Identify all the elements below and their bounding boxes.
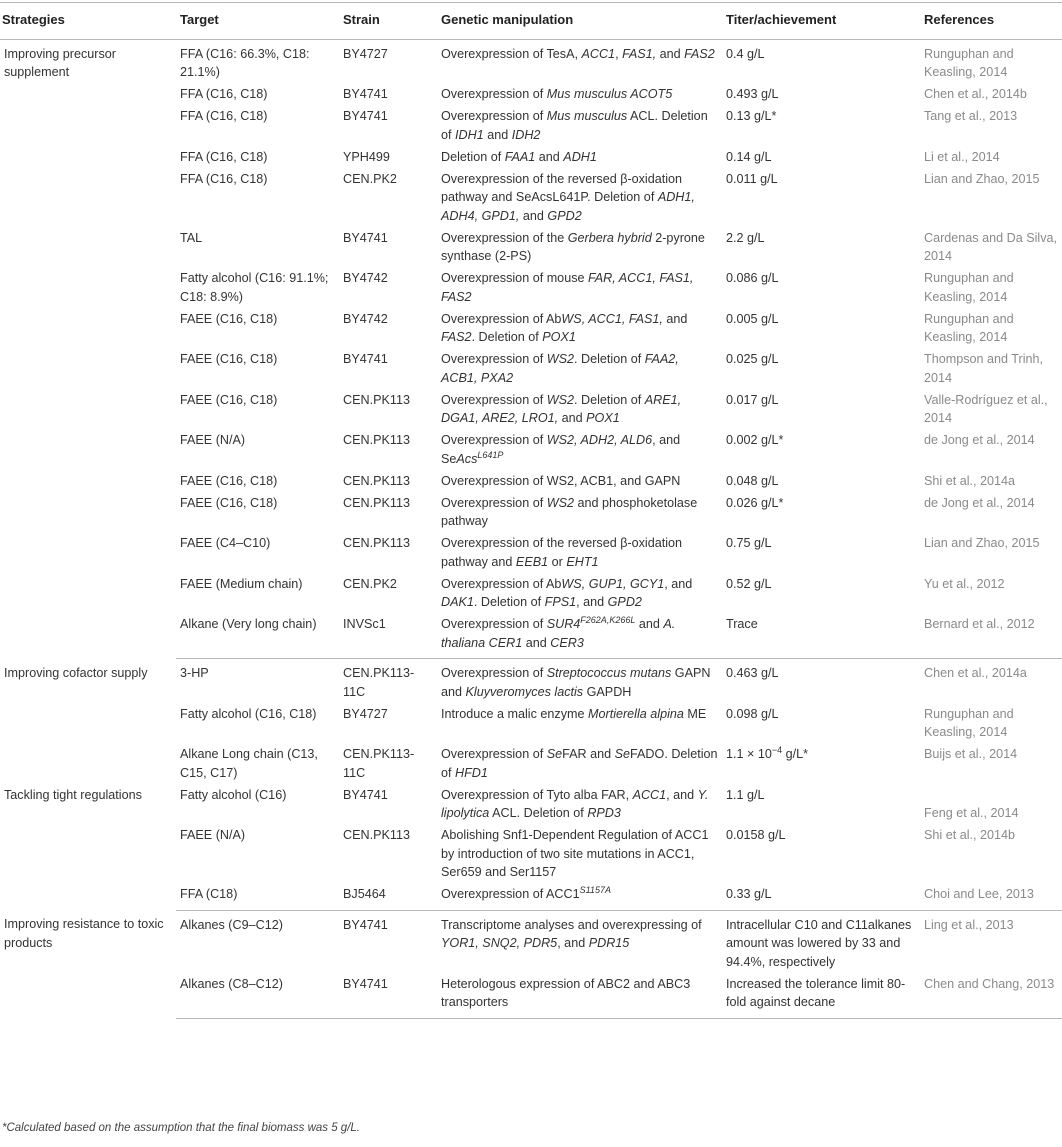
strategy-cell: Tackling tight regulations bbox=[4, 787, 142, 802]
strain-cell: CEN.PK113-11C bbox=[343, 747, 415, 780]
reference-cell: Lian and Zhao, 2015 bbox=[924, 171, 1040, 186]
titer-cell: 0.75 g/L bbox=[726, 536, 772, 550]
table-footnote: *Calculated based on the assumption that the final biomass was 5 g/L. bbox=[2, 1122, 360, 1134]
target-cell: FFA (C16, C18) bbox=[180, 149, 268, 164]
reference-cell: Lian and Zhao, 2015 bbox=[924, 536, 1040, 550]
strain-cell: BY4741 bbox=[343, 230, 388, 245]
strain-cell: BY4727 bbox=[343, 46, 388, 61]
strain-cell: BY4741 bbox=[343, 87, 388, 101]
target-cell: Alkane Long chain (C13, C15, C17) bbox=[180, 747, 318, 780]
titer-cell: 0.005 g/L bbox=[726, 311, 779, 326]
manipulation-cell: Overexpression of Tyto alba FAR, ACC1, and Y. lipolytica ACL. Deletion of RPD3 bbox=[441, 787, 709, 820]
reference-cell: Buijs et al., 2014 bbox=[924, 747, 1018, 761]
reference-cell: Runguphan and Keasling, 2014 bbox=[924, 706, 1014, 739]
table-row bbox=[0, 910, 1062, 973]
target-cell: FAEE (C16, C18) bbox=[180, 311, 278, 326]
strain-cell: CEN.PK2 bbox=[343, 171, 397, 186]
target-cell: FAEE (C4–C10) bbox=[180, 536, 271, 550]
titer-cell: $1.1 \times 10^{-4}$ g/L* bbox=[726, 744, 809, 761]
strain-cell: CEN.PK2 bbox=[343, 576, 397, 591]
manipulation-cell: Overexpression of WS2 and phosphoketolase pathway bbox=[441, 495, 698, 528]
reference-cell: Valle-Rodríguez et al., 2014 bbox=[924, 392, 1048, 425]
titer-cell: 0.33 g/L bbox=[722, 883, 920, 910]
strain-cell: CEN.PK113-11C bbox=[343, 666, 415, 699]
target-cell: Alkanes (C8–C12) bbox=[176, 973, 339, 1019]
titer-cell: 0.098 g/L bbox=[726, 706, 779, 721]
titer-cell: 0.017 g/L bbox=[726, 392, 779, 407]
reference-cell: Shi et al., 2014a bbox=[924, 473, 1016, 488]
target-cell: FAEE (C16, C18) bbox=[180, 473, 278, 488]
table-row bbox=[0, 659, 1062, 703]
strain-cell: CEN.PK113 bbox=[343, 828, 410, 842]
strain-cell: BY4741 bbox=[343, 352, 388, 366]
titer-cell: 2.2 g/L bbox=[726, 230, 765, 245]
manipulation-cell: Overexpression of TesA, ACC1, FAS1, and FAS2 bbox=[441, 46, 715, 61]
reference-cell: de Jong et al., 2014 bbox=[924, 495, 1035, 510]
target-cell: FAEE (Medium chain) bbox=[180, 576, 303, 591]
target-cell: FAEE (N/A) bbox=[180, 433, 246, 447]
strain-cell: CEN.PK113 bbox=[343, 473, 410, 488]
header-genetic-manipulation: Genetic manipulation bbox=[437, 3, 722, 40]
target-cell: FAEE (N/A) bbox=[180, 828, 246, 842]
manipulation-cell: Overexpression of SeFAR and SeFADO. Deletion of HFD1 bbox=[441, 747, 718, 780]
strain-cell: CEN.PK113 bbox=[343, 433, 410, 447]
titer-cell: Trace bbox=[722, 613, 920, 659]
target-cell: FFA (C18) bbox=[176, 883, 339, 910]
target-cell: FFA (C16, C18) bbox=[180, 109, 268, 123]
manipulation-cell: Overexpression of WS2, ADH2, ALD6, and SeAcs$^{L641P}$ bbox=[441, 433, 681, 466]
reference-cell: Runguphan and Keasling, 2014 bbox=[924, 46, 1014, 79]
data-table bbox=[0, 2, 1062, 1019]
reference-cell: Chen et al., 2014a bbox=[924, 666, 1027, 680]
header-strain: Strain bbox=[339, 3, 437, 40]
strain-cell: BY4741 bbox=[343, 917, 388, 932]
strategy-cell: Improving resistance to toxic products bbox=[4, 917, 164, 950]
target-cell: FFA (C16, C18) bbox=[180, 171, 268, 186]
titer-cell: 0.086 g/L bbox=[726, 271, 779, 285]
reference-cell: Chen et al., 2014b bbox=[924, 87, 1027, 101]
titer-cell: 0.0158 g/L bbox=[726, 828, 786, 842]
titer-cell: 0.13 g/L* bbox=[726, 109, 777, 123]
manipulation-cell: Overexpression of WS2. Deletion of ARE1, DGA1, ARE2, LRO1, and POX1 bbox=[441, 392, 682, 425]
titer-cell: 0.463 g/L bbox=[726, 666, 779, 680]
titer-cell: 0.52 g/L bbox=[726, 576, 772, 591]
reference-cell: Chen and Chang, 2013 bbox=[920, 973, 1062, 1019]
manipulation-cell: Overexpression of the reversed β-oxidation pathway and SeAcsL641P. Deletion of ADH1, ADH4, GPD1, and GPD2 bbox=[441, 171, 695, 223]
strain-cell: CEN.PK113 bbox=[343, 536, 410, 550]
manipulation-cell: Introduce a malic enzyme Mortierella alpina ME bbox=[441, 706, 707, 721]
titer-cell: 0.493 g/L bbox=[726, 87, 779, 101]
manipulation-cell: Overexpression of Mus musculus ACOT5 bbox=[441, 87, 673, 101]
target-cell: FAEE (C16, C18) bbox=[180, 392, 278, 407]
strain-cell: BJ5464 bbox=[339, 883, 437, 910]
target-cell: FAEE (C16, C18) bbox=[180, 495, 278, 510]
target-cell: FAEE (C16, C18) bbox=[180, 352, 278, 366]
header-row bbox=[0, 3, 1062, 40]
target-cell: TAL bbox=[180, 230, 203, 245]
manipulation-cell: Overexpression of $ACC1^{S1157A}$ bbox=[437, 883, 722, 910]
strain-cell: BY4741 bbox=[339, 973, 437, 1019]
titer-cell: 0.011 g/L bbox=[726, 171, 778, 186]
reference-cell: Runguphan and Keasling, 2014 bbox=[924, 311, 1014, 344]
manipulation-cell: Overexpression of Mus musculus ACL. Deletion of IDH1 and IDH2 bbox=[441, 109, 708, 142]
titer-cell: 1.1 g/L bbox=[726, 787, 765, 802]
manipulation-cell: Overexpression of AbWS, ACC1, FAS1, and FAS2. Deletion of POX1 bbox=[441, 311, 688, 344]
strain-cell: BY4727 bbox=[343, 706, 388, 721]
manipulation-cell: Overexpression of mouse FAR, ACC1, FAS1, FAS2 bbox=[441, 271, 694, 304]
table-row bbox=[0, 39, 1062, 83]
titer-cell: Increased the tolerance limit 80-fold against decane bbox=[722, 973, 920, 1019]
strain-cell: BY4742 bbox=[343, 311, 388, 326]
manipulation-cell: Overexpression of $SUR4^{F262A,K266L}$ and A. thaliana CER1 and CER3 bbox=[437, 613, 722, 659]
header-titer: Titer/achievement bbox=[722, 3, 920, 40]
strategy-cell: Improving precursor supplement bbox=[4, 46, 116, 79]
reference-cell: Shi et al., 2014b bbox=[924, 828, 1016, 842]
strain-cell: BY4742 bbox=[343, 271, 388, 285]
titer-cell: 0.048 g/L bbox=[726, 473, 779, 488]
manipulation-cell: Heterologous expression of ABC2 and ABC3 transporters bbox=[437, 973, 722, 1019]
target-cell: Fatty alcohol (C16: 91.1%; C18: 8.9%) bbox=[180, 271, 329, 304]
table-row bbox=[0, 784, 1062, 825]
strain-cell: INVSc1 bbox=[339, 613, 437, 659]
titer-cell: 0.025 g/L bbox=[726, 352, 779, 366]
target-cell: Fatty alcohol (C16) bbox=[180, 787, 287, 802]
reference-cell: Bernard et al., 2012 bbox=[920, 613, 1062, 659]
manipulation-cell: Overexpression of the reversed β-oxidation pathway and EEB1 or EHT1 bbox=[441, 536, 683, 569]
titer-cell: 0.002 g/L* bbox=[726, 433, 784, 447]
strain-cell: BY4741 bbox=[343, 109, 388, 123]
target-cell: Fatty alcohol (C16, C18) bbox=[180, 706, 317, 721]
manipulation-cell: Overexpression of Streptococcus mutans GAPN and Kluyveromyces lactis GAPDH bbox=[441, 666, 711, 699]
titer-cell: 0.14 g/L bbox=[726, 149, 772, 164]
titer-cell: Intracellular C10 and C11alkanes amount was lowered by 33 and 94.4%, respectively bbox=[726, 917, 912, 969]
manipulation-cell: Transcriptome analyses and overexpressing of YOR1, SNQ2, PDR5, and PDR15 bbox=[441, 917, 702, 950]
manipulation-cell: Overexpression of the Gerbera hybrid 2-pyrone synthase (2-PS) bbox=[441, 230, 705, 263]
reference-cell: Yu et al., 2012 bbox=[924, 576, 1005, 591]
reference-cell: Tang et al., 2013 bbox=[924, 109, 1018, 123]
manipulation-cell: Overexpression of WS2, ACB1, and GAPN bbox=[441, 473, 681, 488]
target-cell: FFA (C16: 66.3%, C18: 21.1%) bbox=[180, 46, 310, 79]
header-references: References bbox=[920, 3, 1062, 40]
reference-cell: de Jong et al., 2014 bbox=[924, 433, 1035, 447]
header-target: Target bbox=[176, 3, 339, 40]
reference-cell: Ling et al., 2013 bbox=[924, 917, 1014, 932]
strain-cell: YPH499 bbox=[343, 149, 390, 164]
manipulation-cell: Overexpression of WS2. Deletion of FAA2, ACB1, PXA2 bbox=[441, 352, 679, 385]
target-cell: Alkanes (C9–C12) bbox=[180, 917, 283, 932]
reference-cell: Choi and Lee, 2013 bbox=[920, 883, 1062, 910]
reference-cell: Runguphan and Keasling, 2014 bbox=[924, 271, 1014, 304]
titer-cell: 0.026 g/L* bbox=[726, 495, 784, 510]
reference-cell: Feng et al., 2014 bbox=[924, 806, 1019, 820]
titer-cell: 0.4 g/L bbox=[726, 46, 765, 61]
target-cell: FFA (C16, C18) bbox=[180, 87, 268, 101]
manipulation-cell: Overexpression of AbWS, GUP1, GCY1, and DAK1. Deletion of FPS1, and GPD2 bbox=[441, 576, 693, 609]
strain-cell: BY4741 bbox=[343, 787, 388, 802]
strain-cell: CEN.PK113 bbox=[343, 495, 410, 510]
strategy-cell: Improving cofactor supply bbox=[4, 665, 148, 680]
manipulation-cell: Deletion of FAA1 and ADH1 bbox=[441, 149, 597, 164]
reference-cell: Thompson and Trinh, 2014 bbox=[924, 352, 1044, 385]
reference-cell: Cardenas and Da Silva, 2014 bbox=[924, 230, 1058, 263]
target-cell: Alkane (Very long chain) bbox=[176, 613, 339, 659]
reference-cell: Li et al., 2014 bbox=[924, 149, 1000, 164]
manipulation-cell: Abolishing Snf1-Dependent Regulation of ACC1 by introduction of two site mutations in ACC1, Ser659 and Ser1157 bbox=[441, 828, 709, 879]
target-cell: 3-HP bbox=[180, 666, 209, 680]
header-strategies: Strategies bbox=[0, 3, 176, 40]
strain-cell: CEN.PK113 bbox=[343, 392, 410, 407]
